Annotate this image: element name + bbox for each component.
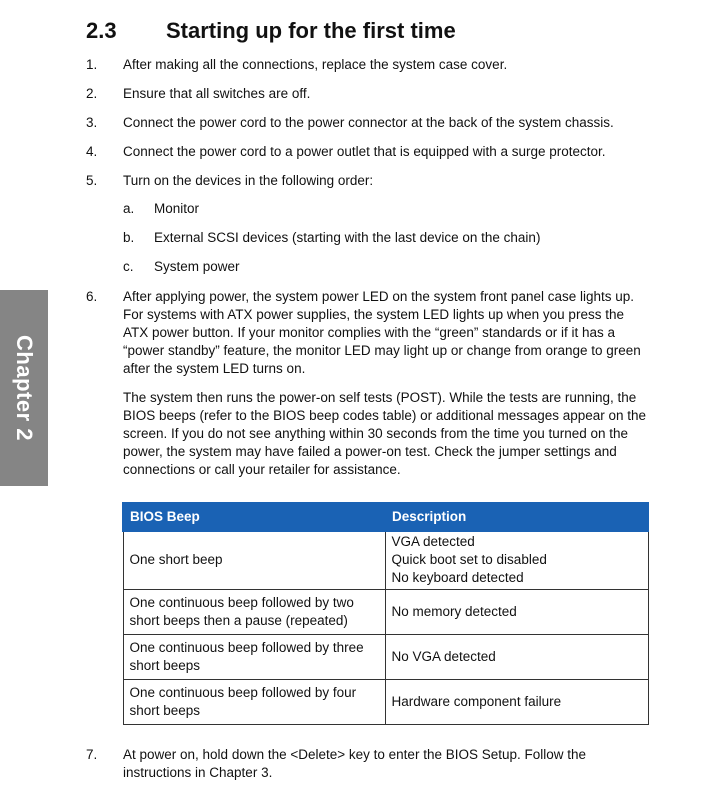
step-text: Connect the power cord to the power connector at the back of the system chassis.	[123, 115, 614, 130]
substep-letter: a.	[123, 201, 135, 216]
step-text: Connect the power cord to a power outlet that is equipped with a surge protector.	[123, 144, 606, 159]
step-number: 4.	[86, 144, 98, 159]
beep-cell: One continuous beep followed by two short beeps then a pause (repeated)	[123, 589, 385, 634]
step-number: 6.	[86, 289, 98, 304]
description-cell: VGA detected Quick boot set to disabled No keyboard detected	[385, 531, 648, 589]
substep-text: External SCSI devices (starting with the last device on the chain)	[154, 230, 541, 245]
table-row	[123, 589, 648, 634]
substep-letter: c.	[123, 259, 134, 274]
description-cell: No memory detected	[385, 589, 648, 634]
step-6	[86, 288, 651, 378]
substep-b	[123, 230, 540, 245]
bios-beep-table	[122, 502, 649, 725]
step-5	[86, 172, 651, 190]
section-title: Starting up for the first time	[166, 18, 456, 43]
step-text: Turn on the devices in the following order:	[123, 173, 374, 188]
chapter-tab-label: Chapter 2	[12, 335, 38, 441]
step-1	[86, 56, 651, 74]
column-header-bios-beep: BIOS Beep	[123, 503, 385, 531]
table-row	[123, 531, 648, 589]
step-text: Ensure that all switches are off.	[123, 86, 311, 101]
step-4	[86, 143, 651, 161]
step-text: After applying power, the system power LED on the system front panel case lights up. For systems with ATX power supplies, the system LED lights up when you press the ATX power button. If your monitor complies with the “green” standards or if it has a “power standby” feature, the monitor LED may light up or change from orange to green after the system LED turns on.	[123, 289, 641, 376]
substep-text: Monitor	[154, 201, 200, 216]
table-header-row	[123, 503, 648, 531]
section-heading	[86, 18, 456, 44]
substep-c	[123, 259, 240, 274]
description-cell: Hardware component failure	[385, 679, 648, 724]
post-paragraph: The system then runs the power-on self tests (POST). While the tests are running, the BIOS beeps (refer to the BIOS beep codes table) or additional messages appear on the screen. If you do not see anything within 30 seconds from the time you turned on the power, the system may have failed a power-on test. Check the jumper settings and connections or call your retailer for assistance.	[123, 390, 647, 477]
step-7	[86, 746, 651, 782]
section-number: 2.3	[86, 18, 117, 43]
table-row	[123, 679, 648, 724]
beep-cell: One continuous beep followed by four short beeps	[123, 679, 385, 724]
table-row	[123, 634, 648, 679]
substep-text: System power	[154, 259, 240, 274]
column-header-description: Description	[385, 503, 648, 531]
description-cell: No VGA detected	[385, 634, 648, 679]
beep-cell: One short beep	[123, 531, 385, 589]
step-number: 3.	[86, 115, 98, 130]
step-number: 7.	[86, 747, 98, 762]
step-number: 5.	[86, 173, 98, 188]
step-3	[86, 114, 651, 132]
beep-cell: One continuous beep followed by three short beeps	[123, 634, 385, 679]
substep-letter: b.	[123, 230, 135, 245]
substep-a	[123, 201, 199, 216]
step-2	[86, 85, 651, 103]
step-number: 1.	[86, 57, 98, 72]
step-text: After making all the connections, replace the system case cover.	[123, 57, 508, 72]
step-number: 2.	[86, 86, 98, 101]
step-text: At power on, hold down the <Delete> key to enter the BIOS Setup. Follow the instructions in Chapter 3.	[123, 747, 587, 780]
chapter-tab	[0, 290, 48, 486]
